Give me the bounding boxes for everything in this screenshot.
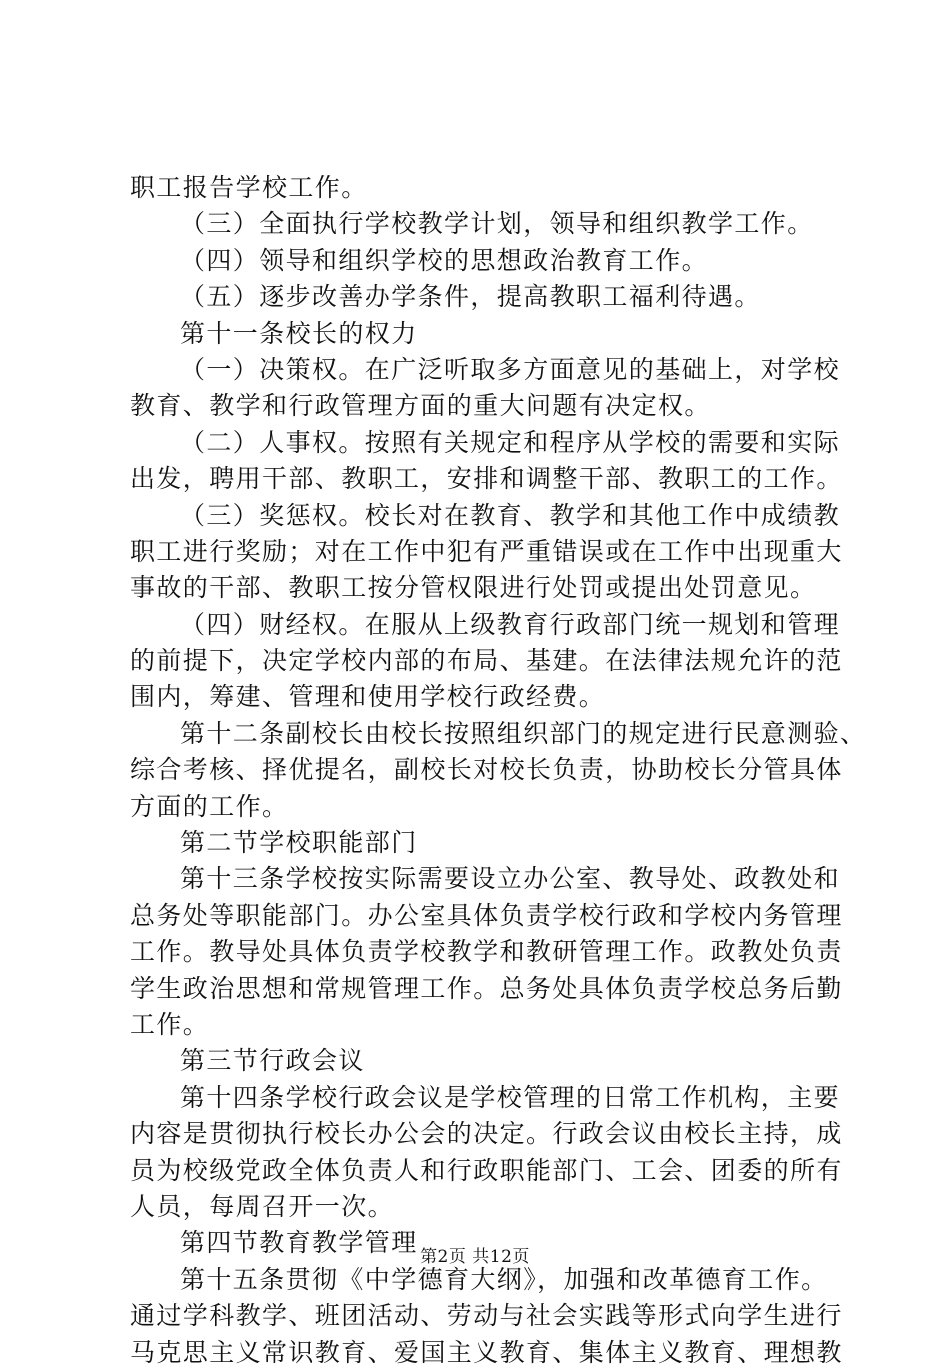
article-heading: 第十一条校长的权力 xyxy=(180,318,418,348)
text-line: 学生政治思想和常规管理工作。总务处具体负责学校总务后勤 xyxy=(130,973,843,1003)
text-line: 事故的干部、教职工按分管权限进行处罚或提出处罚意见。 xyxy=(130,573,817,603)
text-line: 总务处等职能部门。办公室具体负责学校行政和学校内务管理 xyxy=(130,900,843,930)
text-line: 第十二条副校长由校长按照组织部门的规定进行民意测验、 xyxy=(180,718,867,748)
text-line: （四）领导和组织学校的思想政治教育工作。 xyxy=(180,245,709,275)
text-line: 职工报告学校工作。 xyxy=(130,173,368,202)
text-line: （二）人事权。按照有关规定和程序从学校的需要和实际 xyxy=(180,427,841,457)
section-heading: 第二节学校职能部门 xyxy=(180,828,418,858)
text-line: 出发，聘用干部、教职工，安排和调整干部、教职工的工作。 xyxy=(130,464,843,494)
text-line: 工作。 xyxy=(130,1009,210,1039)
text-line: 围内，筹建、管理和使用学校行政经费。 xyxy=(130,682,606,712)
text-line: 第十四条学校行政会议是学校管理的日常工作机构，主要 xyxy=(180,1082,841,1112)
text-line: 的前提下，决定学校内部的布局、基建。在法律法规允许的范 xyxy=(130,646,843,676)
text-line: （四）财经权。在服从上级教育行政部门统一规划和管理 xyxy=(180,609,841,639)
text-line: （一）决策权。在广泛听取多方面意见的基础上，对学校 xyxy=(180,354,841,384)
document-body xyxy=(130,170,867,1371)
text-line: 工作。教导处具体负责学校教学和教研管理工作。政教处负责 xyxy=(130,937,843,967)
text-line: 第十五条贯彻《中学德育大纲》，加强和改革德育工作。 xyxy=(180,1264,828,1294)
text-line: 教育、教学和行政管理方面的重大问题有决定权。 xyxy=(130,391,711,421)
section-heading: 第三节行政会议 xyxy=(180,1046,365,1076)
text-line: 通过学科教学、班团活动、劳动与社会实践等形式向学生进行 xyxy=(130,1301,843,1331)
text-line: 职工进行奖励；对在工作中犯有严重错误或在工作中出现重大 xyxy=(130,536,843,566)
text-line: 人员，每周召开一次。 xyxy=(130,1191,395,1221)
text-line: （五）逐步改善办学条件，提高教职工福利待遇。 xyxy=(180,282,761,312)
text-line: 方面的工作。 xyxy=(130,791,289,821)
text-line: 马克思主义常识教育、爱国主义教育、集体主义教育、理想教 xyxy=(130,1337,843,1367)
section-heading: 第四节教育教学管理 xyxy=(180,1228,418,1258)
text-line: 内容是贯彻执行校长办公会的决定。行政会议由校长主持，成 xyxy=(130,1119,843,1149)
text-line: （三）全面执行学校教学计划，领导和组织教学工作。 xyxy=(180,209,814,239)
text-line: （三）奖惩权。校长对在教育、教学和其他工作中成绩教 xyxy=(180,500,841,530)
text-line: 第十三条学校按实际需要设立办公室、教导处、政教处和 xyxy=(180,864,841,894)
text-line: 综合考核、择优提名，副校长对校长负责，协助校长分管具体 xyxy=(130,755,843,785)
text-line: 员为校级党政全体负责人和行政职能部门、工会、团委的所有 xyxy=(130,1155,843,1185)
page-number-footer: 第2页 共12页 xyxy=(420,1247,530,1267)
